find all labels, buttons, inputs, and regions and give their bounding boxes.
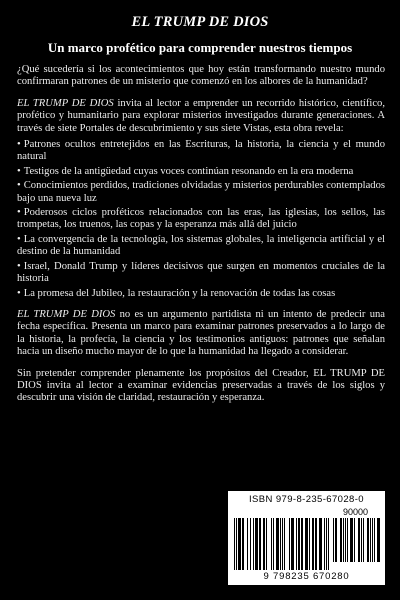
list-item-text: Poderosos ciclos proféticos relacionados con las eras, las iglesias, los sellos, las trompetas, los truenos, las copas y la esperanza más allá del juicio: [17, 207, 385, 231]
bullet-icon: •: [17, 260, 21, 272]
inline-title: EL TRUMP DE DIOS: [17, 308, 116, 320]
closing-paragraph: Sin pretender comprender plenamente los propósitos del Creador, EL TRUMP DE DIOS invita al lector a examinar evidencias preservadas a través de los siglos y descubrir una visión de claridad, restauración y esperanza.: [17, 367, 385, 404]
list-item: [17, 139, 385, 164]
list-item-text: Conocimientos perdidos, tradiciones olvidadas y misterios perdurables contemplados bajo una nueva luz: [17, 180, 386, 204]
list-item: [17, 261, 385, 286]
barcode-digits: 9 798235 670280: [263, 571, 350, 582]
bullet-icon: •: [17, 207, 21, 219]
barcode-icon: [233, 506, 380, 572]
list-item: [17, 288, 385, 300]
bullet-icon: •: [17, 233, 21, 245]
book-subtitle: Un marco profético para comprender nuestros tiempos: [47, 40, 353, 55]
description-text: invita al lector a emprender un recorrido histórico, científico, profético y humanitario para explorar misterios investigados durante generaciones. A través de siete Portales de descubrimiento y sus siete Vistas, esta obra revela:: [17, 97, 385, 134]
bullet-icon: •: [17, 165, 21, 177]
description-paragraph: [17, 98, 385, 135]
list-item-text: Testigos de la antigüedad cuyas voces continúan resonando en la era moderna: [23, 165, 354, 177]
list-item-text: Israel, Donald Trump y líderes decisivos que surgen en momentos cruciales de la historia: [17, 260, 385, 285]
blurb: [17, 64, 385, 414]
disclaimer-paragraph: [17, 309, 385, 359]
book-title: EL TRUMP DE DIOS: [131, 14, 269, 30]
revelations-list: [17, 139, 385, 300]
price-code: 90000: [343, 507, 369, 517]
bullet-icon: •: [17, 180, 21, 192]
list-item: [17, 166, 385, 178]
inline-title: EL TRUMP DE DIOS: [17, 97, 114, 109]
bullet-icon: •: [17, 139, 21, 151]
list-item: [17, 207, 385, 232]
list-item-text: La promesa del Jubileo, la restauración y la renovación de todas las cosas: [23, 287, 336, 299]
disclaimer-text: no es un argumento partidista ni un intento de predecir una fecha específica. Presenta un marco para examinar patrones preservados a lo largo de la historia, la profecía, la ciencia y los testimonios antiguos: patrones que señalan hacia un diseño mucho mayor de lo que la humanidad ha llegado a considerar.: [17, 308, 385, 358]
bullet-icon: •: [17, 287, 21, 299]
isbn-barcode-panel: [228, 491, 385, 585]
intro-paragraph: ¿Qué sucedería si los acontecimientos que hoy están transformando nuestro mundo confirmaran patrones de un misterio que comenzó en los albores de la humanidad?: [17, 64, 385, 88]
list-item: [17, 234, 385, 259]
list-item-text: Patrones ocultos entretejidos en las Escrituras, la historia, la ciencia y el mundo natural: [17, 139, 385, 163]
list-item: [17, 180, 385, 205]
list-item-text: La convergencia de la tecnología, los sistemas globales, la inteligencia artificial y el destino de la humanidad: [17, 233, 385, 258]
isbn-label: ISBN 979-8-235-67028-0: [249, 494, 364, 505]
